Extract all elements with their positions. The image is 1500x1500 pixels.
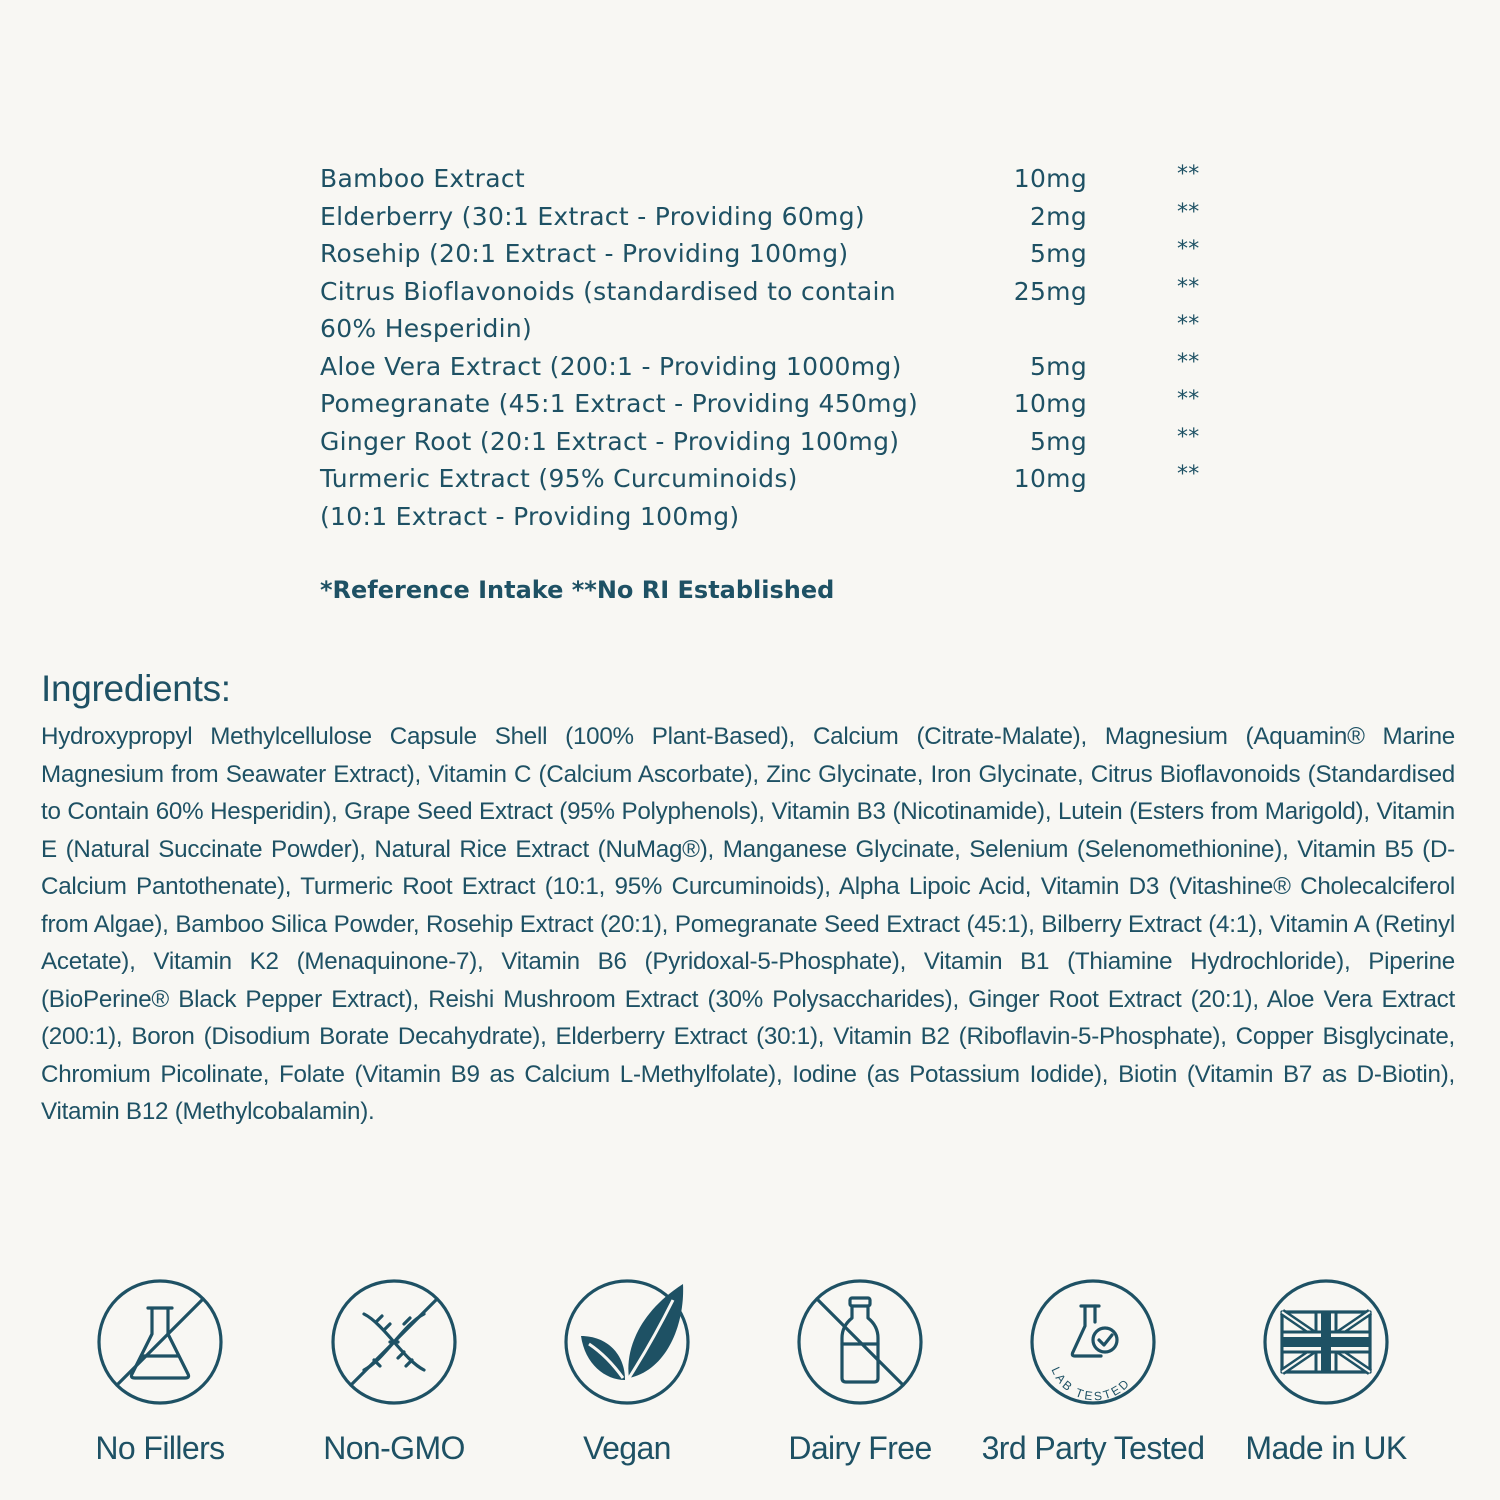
ingredients-title: Ingredients: xyxy=(41,668,231,709)
badge-label: Non-GMO xyxy=(323,1430,465,1466)
nutrient-ri: ** xyxy=(1177,162,1200,187)
nutrition-row xyxy=(320,235,1220,273)
reference-intake-footnote: *Reference Intake **No RI Established xyxy=(320,576,835,604)
nutrient-ri: ** xyxy=(1177,312,1200,337)
nutrient-name: 60% Hesperidin) xyxy=(320,314,533,343)
nutrient-name: Bamboo Extract xyxy=(320,164,525,193)
leaf-icon xyxy=(563,1278,691,1406)
nutrient-amount: 5mg xyxy=(1029,239,1087,268)
badge-no-fillers xyxy=(60,1278,260,1466)
nutrition-row xyxy=(320,198,1220,236)
badge-label: Dairy Free xyxy=(788,1430,932,1466)
nutrient-name: (10:1 Extract - Providing 100mg) xyxy=(320,501,740,531)
union-jack-icon xyxy=(1262,1278,1390,1406)
milk-bottle-crossed-icon xyxy=(796,1278,924,1406)
nutrient-name: Rosehip (20:1 Extract - Providing 100mg) xyxy=(320,239,849,268)
nutrient-ri: ** xyxy=(1177,424,1200,450)
nutrition-row xyxy=(320,160,1220,198)
badge-label: Made in UK xyxy=(1245,1430,1407,1466)
badge-made-in-uk xyxy=(1226,1278,1426,1466)
dna-crossed-icon xyxy=(330,1278,458,1406)
lab-tested-icon xyxy=(1029,1278,1157,1406)
nutrient-amount: 5mg xyxy=(1029,426,1087,456)
nutrient-amount: 10mg xyxy=(1013,389,1087,418)
badge-non-gmo xyxy=(294,1278,494,1466)
nutrient-amount: 10mg xyxy=(1013,164,1087,193)
badge-3rd-party-tested xyxy=(981,1278,1205,1466)
nutrient-name: Turmeric Extract (95% Curcuminoids) xyxy=(320,464,798,493)
badge-label: 3rd Party Tested xyxy=(981,1430,1205,1466)
nutrient-name: Elderberry (30:1 Extract - Providing 60mg) xyxy=(320,201,865,231)
badge-dairy-free xyxy=(760,1278,960,1466)
nutrient-amount: 2mg xyxy=(1029,201,1087,231)
badge-vegan xyxy=(527,1278,727,1466)
nutrient-name: Ginger Root (20:1 Extract - Providing 100mg) xyxy=(320,426,900,456)
badge-label: Vegan xyxy=(583,1430,671,1466)
nutrition-row xyxy=(320,273,1220,311)
nutrient-amount: 5mg xyxy=(1029,351,1087,381)
nutrition-row xyxy=(320,348,1220,386)
ingredients-text: Hydroxypropyl Methylcellulose Capsule Shell (100% Plant-Based), Calcium (Citrate-Malate), Magnesium (Aquamin® Marine Magnesium from Seawater Extract), Vitamin C (Calcium Ascorbate), Zinc Glycinate, Iron Glycinate, Citrus Bioflavonoids (Standardised to Contain 60% Hesperidin), Grape Seed Extract (95% Polyphenols), Vitamin B3 (Nicotinamide), Lutein (Esters from Marigold), Vitamin E (Natural Succinate Powder), Natural Rice Extract (NuMag®), Manganese Glycinate, Selenium (Selenomethionine), Vitamin B5 (D-Calcium Pantothenate), Turmeric Root Extract (10:1, 95% Curcuminoids), Alpha Lipoic Acid, Vitamin D3 (Vitashine® Cholecalciferol from Algae), Bamboo Silica Powder, Rosehip Extract (20:1), Pomegranate Seed Extract (45:1), Bilberry Extract (4:1), Vitamin A (Retinyl Acetate), Vitamin K2 (Menaquinone-7), Vitamin B6 (Pyridoxal-5-Phosphate), Vitamin B1 (Thiamine Hydrochloride), Piperine (BioPerine® Black Pepper Extract), Reishi Mushroom Extract (30% Polysaccharides), Ginger Root Extract (20:1), Aloe Vera Extract (200:1), Boron (Disodium Borate Decahydrate), Elderberry Extract (30:1), Vitamin B2 (Riboflavin-5-Phosphate), Copper Bisglycinate, Chromium Picolinate, Folate (Vitamin B9 as Calcium L-Methylfolate), Iodine (as Potassium Iodide), Biotin (Vitamin B7 as D-Biotin), Vitamin B12 (Methylcobalamin). xyxy=(41,723,1455,1125)
nutrition-row xyxy=(320,498,1220,536)
nutrient-ri: ** xyxy=(1177,237,1200,262)
nutrient-ri: ** xyxy=(1177,462,1200,487)
nutrition-row xyxy=(320,423,1220,461)
nutrient-ri: ** xyxy=(1177,274,1200,300)
nutrition-table xyxy=(320,160,1220,535)
nutrition-row xyxy=(320,385,1220,423)
nutrient-name: Citrus Bioflavonoids (standardised to contain xyxy=(320,276,896,306)
nutrient-name: Pomegranate (45:1 Extract - Providing 450mg) xyxy=(320,389,919,418)
nutrient-name: Aloe Vera Extract (200:1 - Providing 1000mg) xyxy=(320,351,902,381)
svg-text:LAB TESTED: LAB TESTED xyxy=(1048,1364,1134,1404)
nutrition-row xyxy=(320,460,1220,498)
nutrient-amount: 10mg xyxy=(1013,464,1087,493)
nutrient-ri: ** xyxy=(1177,387,1200,412)
badge-label: No Fillers xyxy=(95,1430,225,1466)
nutrient-amount: 25mg xyxy=(1013,276,1087,306)
nutrient-ri: ** xyxy=(1177,199,1200,225)
nutrient-ri: ** xyxy=(1177,349,1200,375)
nutrition-row xyxy=(320,310,1220,348)
flask-crossed-icon xyxy=(96,1278,224,1406)
